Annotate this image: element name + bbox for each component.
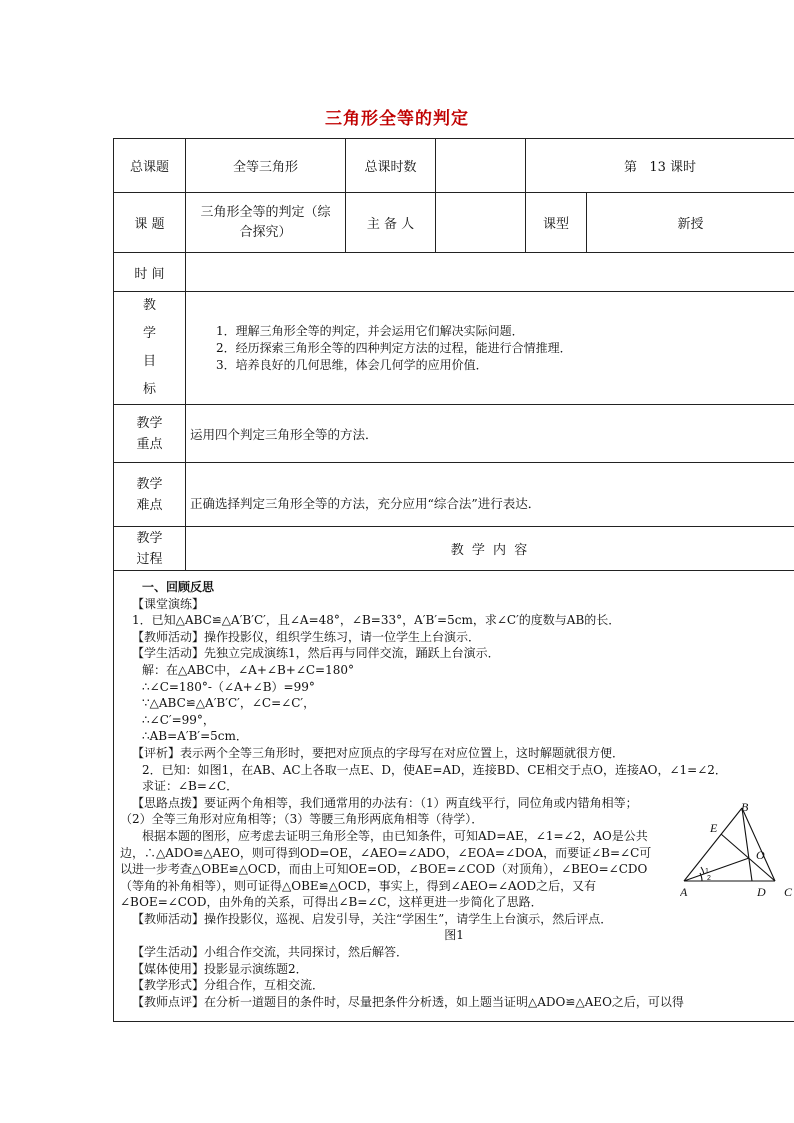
process-label-line: 过程	[136, 551, 163, 567]
process-label	[114, 527, 186, 571]
analysis-paragraph: 根据本题的图形，应考虑去证明三角形全等，由已知条件，可知AD=AE，∠1=∠2，AO是公共边，∴△ADO≌△AEO，则可得到OD=OE，∠AEO=∠ADO，∠EOA=∠DOA，而要证∠B=∠C可以进一步考查△OBE≌△OCD，而由上可知OE=OD，∠BOE=∠COD（对顶角），∠BEO=∠CDO（等角的补角相等），则可证得△OBE≌△OCD，事实上，得到∠AEO=∠AOD之后，又有∠BOE=∠COD，由外角的关系，可得出∠B=∠C，这样更进一步简化了思路．	[120, 828, 652, 910]
time-value	[186, 253, 794, 292]
question-2: 2．已知：如图1，在AB、AC上各取一点E、D，使AE=AD，连接BD、CE相交于点O，连接AO，∠1=∠2．	[142, 762, 727, 777]
figure-caption: 图1	[444, 928, 464, 943]
label-C: C	[784, 885, 793, 898]
teacher-activity-1: 【教师活动】操作投影仪，组织学生练习，请一位学生上台演示．	[132, 629, 481, 644]
solution-line: ∴AB=A′B′=5cm．	[142, 729, 248, 744]
teaching-content	[114, 571, 794, 1022]
key-point-text: 运用四个判定三角形全等的方法．	[186, 405, 794, 463]
solution-line: 解：在△ABC中，∠A+∠B+∠C=180°	[142, 662, 355, 677]
lesson-plan-table	[113, 138, 794, 1022]
triangle-figure	[680, 803, 794, 898]
difficulty-label-line: 难点	[136, 497, 163, 513]
angle-2-label: 2	[707, 875, 711, 882]
difficulty-text: 正确选择判定三角形全等的方法，充分应用“综合法”进行表达．	[186, 463, 794, 527]
overall-topic-label: 总课题	[114, 139, 186, 193]
key-point-label-line: 重点	[136, 436, 163, 452]
lesson-number: 第 13 课时	[526, 139, 794, 193]
goal-item: 3．培养良好的几何思维，体会几何学的应用价值．	[216, 357, 488, 372]
time-label: 时 间	[114, 253, 186, 292]
row-content	[114, 571, 794, 1022]
preparer-label: 主 备 人	[346, 193, 436, 253]
angle-1-label: 1	[705, 868, 709, 875]
section-heading: 一、回顾反思	[142, 580, 215, 594]
goals-list	[186, 292, 794, 405]
teacher-comment: 【教师点评】在分析一道题目的条件时，尽量把条件分析透，如上题当证明△ADO≌△AEO之后，可以得	[132, 994, 684, 1009]
label-A: A	[680, 885, 688, 898]
lesson-type-value: 新授	[587, 193, 794, 253]
goals-label-char: 学	[142, 326, 156, 341]
goal-item: 2．经历探索三角形全等的四种判定方法的过程，能进行合情推理．	[216, 340, 572, 355]
label-D: D	[757, 885, 766, 898]
hint-paragraph: 【思路点拨】要证两个角相等，我们通常用的办法有：（1）两直线平行，同位角或内错角相等；（2）全等三角形对应角相等；（3）等腰三角形两底角相等（待学）．	[120, 795, 638, 827]
prove-statement: 求证：∠B=∠C．	[142, 779, 239, 794]
teaching-form: 【教学形式】分组合作，互相交流．	[132, 978, 325, 993]
row-lesson-topic	[114, 193, 794, 253]
teacher-activity-2: 【教师活动】操作投影仪，巡视、启发引导，关注“学困生”，请学生上台演示，然后评点．	[132, 911, 613, 926]
key-point-label-line: 教学	[136, 415, 163, 431]
goals-label-char: 教	[142, 298, 156, 313]
solution-line: ∴∠C=180°-（∠A+∠B）=99°	[142, 679, 315, 694]
row-process	[114, 527, 794, 571]
preparer-value	[436, 193, 526, 253]
drill-heading: 【课堂演练】	[132, 596, 205, 611]
lesson-topic-label: 课 题	[114, 193, 186, 253]
comment-1: 【评析】表示两个全等三角形时，要把对应顶点的字母写在对应位置上，这时解题就很方便．	[132, 745, 625, 760]
process-header: 教 学 内 容	[186, 527, 794, 571]
total-hours-label: 总课时数	[346, 139, 436, 193]
process-label-line: 教学	[136, 530, 163, 546]
lesson-topic-value: 三角形全等的判定（综合探究）	[186, 193, 346, 253]
label-B: B	[741, 803, 749, 814]
label-E: E	[710, 821, 718, 835]
row-goals	[114, 292, 794, 405]
question-1: 1．已知△ABC≌△A′B′C′，且∠A=48°，∠B=33°，A′B′=5cm，求∠C′的度数与AB的长．	[132, 613, 621, 628]
total-hours-value	[436, 139, 526, 193]
overall-topic-value: 全等三角形	[186, 139, 346, 193]
row-key-point	[114, 405, 794, 463]
solution-line: ∵△ABC≌△A′B′C′，∠C=∠C′，	[142, 696, 316, 711]
goals-label-char: 目	[142, 354, 156, 369]
row-difficulty	[114, 463, 794, 527]
media-usage: 【媒体使用】投影显示演练题2．	[132, 961, 308, 976]
key-point-label	[114, 405, 186, 463]
difficulty-label	[114, 463, 186, 527]
student-activity-2: 【学生活动】小组合作交流，共同探讨，然后解答．	[132, 945, 409, 960]
lesson-type-label: 课型	[526, 193, 587, 253]
difficulty-label-line: 教学	[136, 476, 163, 492]
student-activity-1: 【学生活动】先独立完成演练1，然后再与同伴交流，踊跃上台演示．	[132, 646, 500, 661]
goals-label-char: 标	[142, 382, 156, 397]
goal-item: 1．理解三角形全等的判定，并会运用它们解决实际问题．	[216, 323, 524, 338]
solution-line: ∴∠C′=99°，	[142, 712, 215, 727]
goals-label	[114, 292, 186, 405]
label-O: O	[756, 848, 765, 862]
row-overall-topic	[114, 139, 794, 193]
row-time	[114, 253, 794, 292]
document-title: 三角形全等的判定	[325, 109, 469, 129]
